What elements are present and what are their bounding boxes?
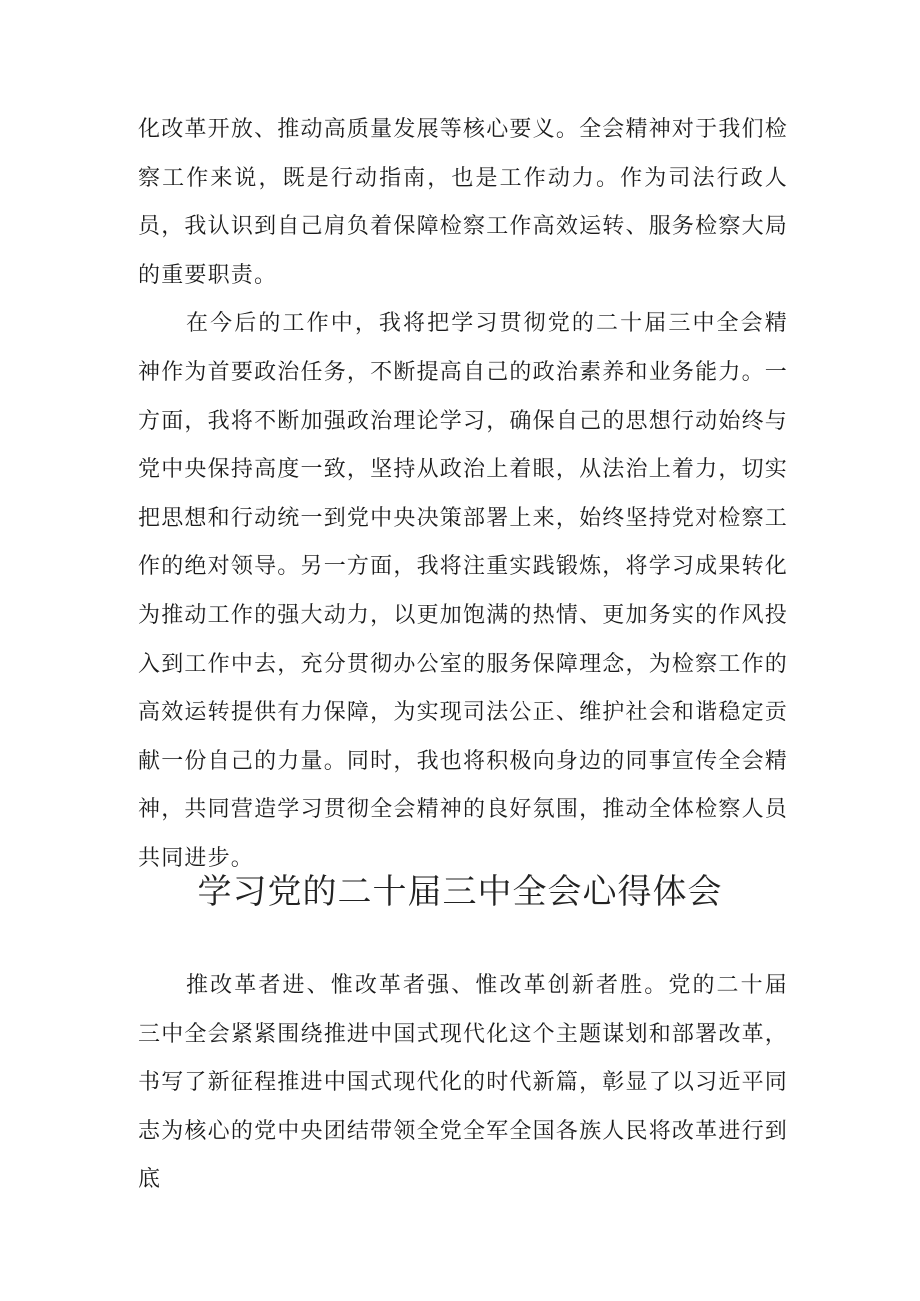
previous-article-continuation xyxy=(138,106,788,884)
article-body xyxy=(138,962,788,1205)
paragraph-future-work: 在今后的工作中，我将把学习贯彻党的二十届三中全会精神作为首要政治任务，不断提高自己的政治素养和业务能力。一方面，我将不断加强政治理论学习，确保自己的思想行动始终与党中央保持高度一致，坚持从政治上着眼，从法治上着力，切实把思想和行动统一到党中央决策部署上来，始终坚持党对检察工作的绝对领导。另一方面，我将注重实践锻炼，将学习成果转化为推动工作的强大动力，以更加饱满的热情、更加务实的作风投入到工作中去，充分贯彻办公室的服务保障理念，为检察工作的高效运转提供有力保障，为实现司法公正、维护社会和谐稳定贡献一份自己的力量。同时，我也将积极向身边的同事宣传全会精神，共同营造学习贯彻全会精神的良好氛围，推动全体检察人员共同进步。 xyxy=(138,311,788,871)
article-title: 学习党的二十届三中全会心得体会 xyxy=(197,872,723,912)
paragraph-continuation: 化改革开放、推动高质量发展等核心要义。全会精神对于我们检察工作来说，既是行动指南，也是工作动力。作为司法行政人员，我认识到自己肩负着保障检察工作高效运转、服务检察大局的重要职责。 xyxy=(138,117,788,288)
paragraph-intro: 推改革者进、惟改革者强、惟改革创新者胜。党的二十届三中全会紧紧围绕推进中国式现代化这个主题谋划和部署改革，书写了新征程推进中国式现代化的时代新篇，彰显了以习近平同志为核心的党中央团结带领全党全军全国各族人民将改革进行到底 xyxy=(138,973,788,1193)
